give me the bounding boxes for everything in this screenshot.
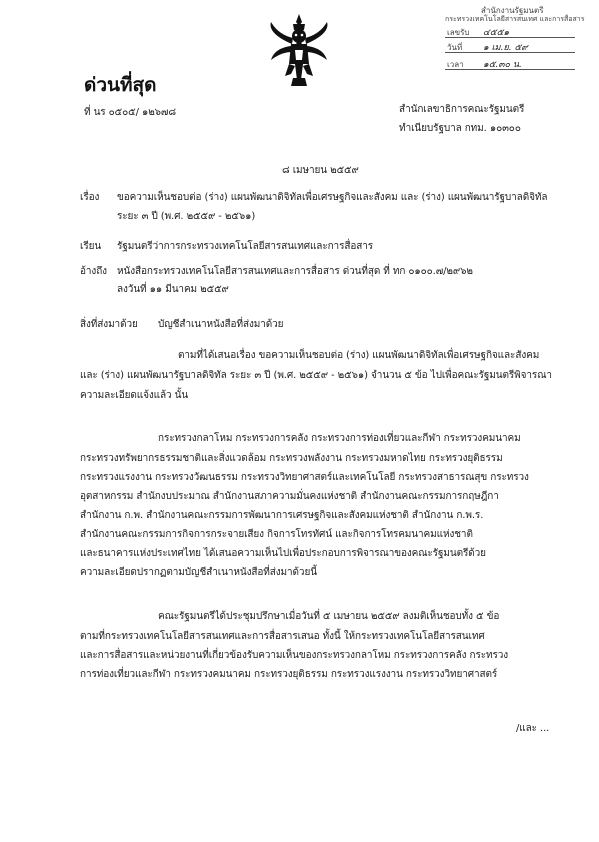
stamp-row-label: วันที่ <box>447 43 463 52</box>
paragraph-line: สำนักงาน ก.พ. สำนักงานคณะกรรมการพัฒนาการเศรษฐกิจและสังคมแห่งชาติ สำนักงาน ก.พ.ร. <box>80 510 484 521</box>
paragraph-line: และ (ร่าง) แผนพัฒนารัฐบาลดิจิทัล ระยะ ๓ ปี (พ.ศ. ๒๕๕๙ - ๒๕๖๑) จำนวน ๕ ข้อ ไปเพื่อคณะรัฐมนตรีพิจารณา <box>80 370 552 381</box>
paragraph-line: ความละเอียดปรากฏตามบัญชีสำเนาหนังสือที่ส่งมาด้วยนี้ <box>80 567 317 578</box>
sender-address: ทำเนียบรัฐบาล กทม. ๑๐๓๐๐ <box>399 123 521 134</box>
continuation-marker: /และ ... <box>516 723 550 734</box>
paragraph-line: กระทรวงแรงงาน กระทรวงวัฒนธรรม กระทรวงวิทยาศาสตร์และเทคโนโลยี กระทรวงสาธารณสุข กระทรวง <box>80 472 529 483</box>
stamp-title: สำนักงานรัฐมนตรี <box>481 6 544 15</box>
stamp-row <box>445 57 575 70</box>
enclosure-label: สิ่งที่ส่งมาด้วย <box>80 319 138 330</box>
paragraph-line: และการสื่อสารและหน่วยงานที่เกี่ยวข้องรับความเห็นของกระทรวงกลาโหม กระทรวงการคลัง กระทรวง <box>80 650 509 661</box>
recipient: รัฐมนตรีว่าการกระทรวงเทคโนโลยีสารสนเทศและการสื่อสาร <box>117 241 374 252</box>
sender-office: สำนักเลขาธิการคณะรัฐมนตรี <box>399 104 525 115</box>
paragraph-line: ตามที่ได้เสนอเรื่อง ขอความเห็นชอบต่อ (ร่าง) แผนพัฒนาดิจิทัลเพื่อเศรษฐกิจและสังคม <box>178 350 540 361</box>
stamp-row-value: ๑๕.๓๐ น. <box>483 60 522 70</box>
stamp-row-label: เลขรับ <box>447 28 470 37</box>
reference-line: หนังสือกระทรวงเทคโนโลยีสารสนเทศและการสื่อสาร ด่วนที่สุด ที่ ทก ๐๑๐๐.๗/๒๙๖๒ <box>117 266 473 277</box>
subject-line: ระยะ ๓ ปี (พ.ศ. ๒๕๕๙ - ๒๕๖๑) <box>117 211 256 222</box>
paragraph-line: ความละเอียดแจ้งแล้ว นั้น <box>80 390 189 401</box>
subject-label: เรื่อง <box>80 192 100 203</box>
paragraph-line: อุตสาหกรรม สำนักงบประมาณ สำนักงานสภาความมั่นคงแห่งชาติ สำนักงานคณะกรรมการกฤษฎีกา <box>80 491 499 502</box>
urgency-label: ด่วนที่สุด <box>84 74 157 96</box>
reference-line: ลงวันที่ ๑๑ มีนาคม ๒๕๕๙ <box>117 284 229 295</box>
paragraph-line: และธนาคารแห่งประเทศไทย ได้เสนอความเห็นไปเพื่อประกอบการพิจารณาของคณะรัฐมนตรีด้วย <box>80 548 486 559</box>
subject-line: ขอความเห็นชอบต่อ (ร่าง) แผนพัฒนาดิจิทัลเพื่อเศรษฐกิจและสังคม และ (ร่าง) แผนพัฒนารัฐบาลดิจิทัล <box>117 192 548 203</box>
stamp-row-label: เวลา <box>447 60 464 69</box>
paragraph-line: สำนักงานคณะกรรมการกิจการกระจายเสียง กิจการโทรทัศน์ และกิจการโทรคมนาคมแห่งชาติ <box>80 529 473 540</box>
stamp-row-value: ๑ เม.ย. ๕๙ <box>483 43 528 53</box>
stamp-row-value: ๔๕๕๑ <box>483 28 510 38</box>
garuda-emblem-icon <box>269 14 329 92</box>
stamp-subtitle: กระทรวงเทคโนโลยีสารสนเทศ และการสื่อสาร <box>445 15 585 23</box>
paragraph-line: กระทรวงทรัพยากรธรรมชาติและสิ่งแวดล้อม กระทรวงพลังงาน กระทรวงมหาดไทย กระทรวงยุติธรรม <box>80 453 503 464</box>
paragraph-line: ตามที่กระทรวงเทคโนโลยีสารสนเทศและการสื่อสารเสนอ ทั้งนี้ ให้กระทรวงเทคโนโลยีสารสนเทศ <box>80 631 485 642</box>
stamp-row <box>445 25 575 38</box>
paragraph-line: กระทรวงกลาโหม กระทรวงการคลัง กระทรวงการท่องเที่ยวและกีฬา กระทรวงคมนาคม <box>158 433 521 444</box>
paragraph-line: คณะรัฐมนตรีได้ประชุมปรึกษาเมื่อวันที่ ๕ เมษายน ๒๕๕๙ ลงมติเห็นชอบทั้ง ๕ ข้อ <box>158 611 500 622</box>
enclosure-text: บัญชีสำเนาหนังสือที่ส่งมาด้วย <box>158 319 284 330</box>
document-date: ๘ เมษายน ๒๕๕๙ <box>282 165 359 176</box>
paragraph-line: การท่องเที่ยวและกีฬา กระทรวงคมนาคม กระทรวงยุติธรรม กระทรวงแรงงาน กระทรวงวิทยาศาสตร์ <box>80 669 498 680</box>
salutation-label: เรียน <box>80 241 102 252</box>
doc-number: ที่ นร ๐๕๐๕/ ๑๒๖๗๘ <box>84 107 176 118</box>
stamp-row <box>445 40 575 53</box>
reference-label: อ้างถึง <box>80 266 107 277</box>
receiving-stamp <box>445 4 585 88</box>
